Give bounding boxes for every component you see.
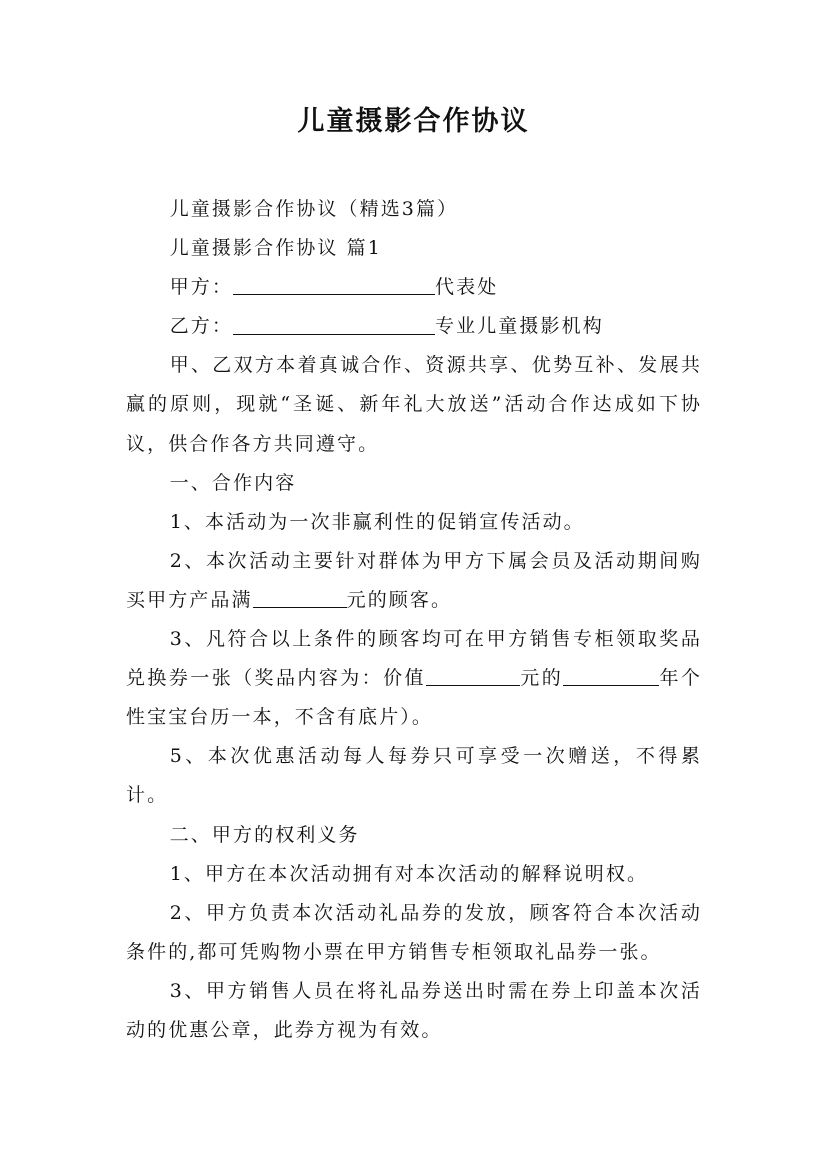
section1-item5: 5、本次优惠活动每人每券只可享受一次赠送，不得累计。 [126,745,702,807]
section1-item2-text-before: 2、本次活动主要针对群体为甲方下属会员及活动期间购买甲方产品满 [126,549,702,611]
party-b-line [126,307,702,346]
section1-item3-text-before: 3、凡符合以上条件的顾客均可在甲方销售专柜领取奖品兑换券一张（奖品内容为：价值 [126,628,702,690]
section1-item3-text-middle: 元的 [519,667,564,690]
party-b-label: 乙方： [169,315,233,338]
section2-heading: 二、甲方的权利义务 [169,823,360,846]
document-title: 儿童摄影合作协议 [297,106,530,137]
section1-item2 [126,542,702,620]
section2-item3: 3、甲方销售人员在将礼品券送出时需在券上印盖本次活动的优惠公章，此券方视为有效。 [126,979,702,1041]
section2-item1: 1、甲方在本次活动拥有对本次活动的解释说明权。 [169,862,649,885]
document-subtitle: 儿童摄影合作协议（精选3篇） [169,198,459,220]
party-b-blank [233,315,435,335]
document-body [126,190,702,1050]
section1-item3-text-after: 年个性宝宝台历一本，不含有底片）。 [126,667,703,729]
value-blank [426,666,520,686]
section1-item3 [126,620,702,737]
amount-blank [253,588,347,608]
year-blank [563,666,659,686]
party-a-label: 甲方： [169,276,233,299]
part-heading: 儿童摄影合作协议 篇1 [169,237,382,260]
section2-item2: 2、甲方负责本次活动礼品券的发放，顾客符合本次活动条件的,都可凭购物小票在甲方销售专柜领取礼品券一张。 [126,901,702,963]
party-b-suffix: 专业儿童摄影机构 [435,315,604,338]
party-a-blank [233,275,435,295]
section1-item1: 1、本活动为一次非赢利性的促销宣传活动。 [169,510,585,533]
section1-item2-text-after: 元的顾客。 [346,588,453,611]
party-a-suffix: 代表处 [435,276,499,299]
intro-paragraph: 甲、乙双方本着真诚合作、资源共享、优势互补、发展共赢的原则，现就“圣诞、新年礼大放送”活动合作达成如下协议，供合作各方共同遵守。 [126,354,702,455]
party-a-line [126,268,702,307]
section1-heading: 一、合作内容 [169,471,297,494]
